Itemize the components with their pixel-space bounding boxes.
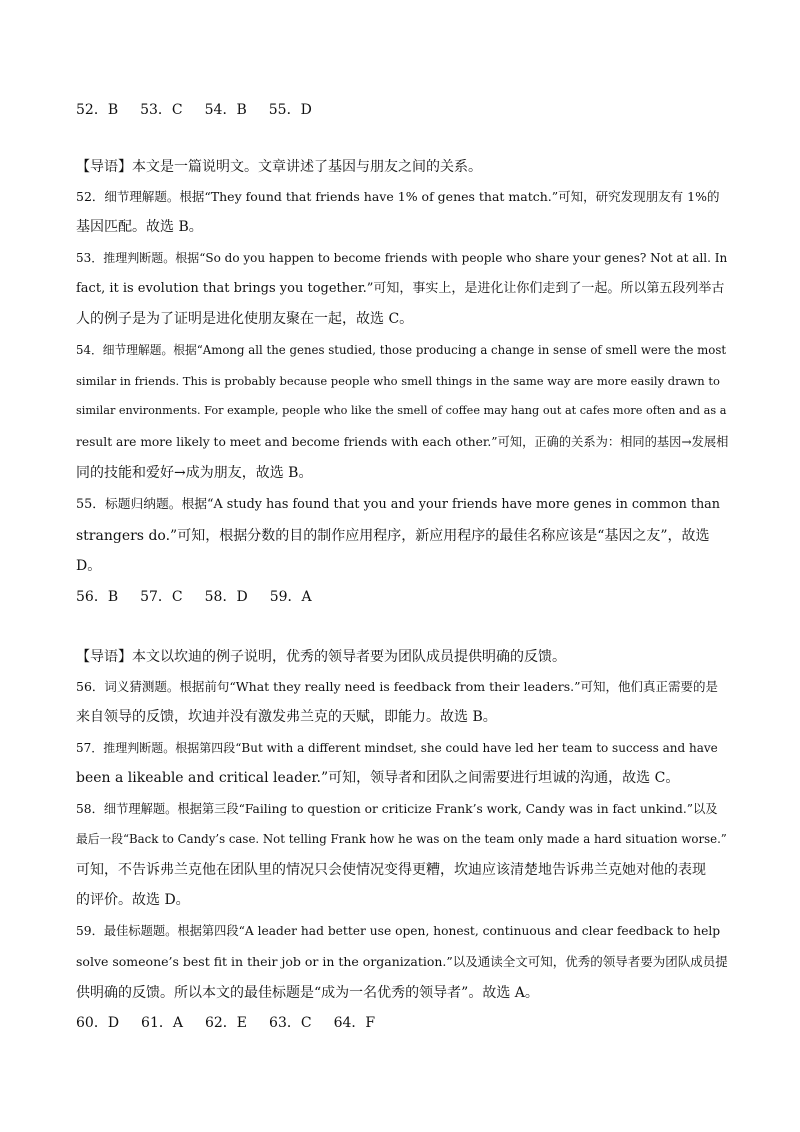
answer-item: 60．D — [76, 1015, 120, 1031]
explanation-line: 供明确的反馈。所以本文的最佳标题是“成为一名优秀的领导者”。故选 A。 — [76, 985, 539, 1001]
explanation-line: 59．最佳标题题。根据第四段“A leader had better use open, honest, continuous and clear feedback to help — [76, 924, 721, 938]
explanation-line: solve someone’s best fit in their job or in the organization.”以及通读全文可知，优秀的领导者要为团队成员提 — [76, 954, 728, 969]
intro-line: 【导语】本文以坎迪的例子说明，优秀的领导者要为团队成员提供明确的反馈。 — [76, 649, 566, 665]
answer-item: 56．B — [76, 589, 119, 605]
explanation-line: similar in friends. This is probably because people who smell things in the same way are more easily drawn to — [76, 374, 720, 388]
explanation-line: 52．细节理解题。根据“They found that friends have 1% of genes that match.”可知，研究发现朋友有 1%的 — [76, 189, 720, 204]
explanation-line: 53．推理判断题。根据“So do you happen to become friends with people who share your genes? Not at all. In — [76, 251, 728, 265]
explanation-line: 57．推理判断题。根据第四段“But with a different mindset, she could have led her team to success and have — [76, 741, 718, 755]
answer-row — [76, 101, 334, 119]
explanation-line: 基因匹配。故选 B。 — [76, 219, 203, 235]
answer-item: 57．C — [140, 589, 183, 605]
answer-item: 55．D — [268, 102, 312, 118]
answer-row — [76, 588, 334, 606]
answer-item: 62．E — [204, 1015, 248, 1031]
explanation-line: D。 — [76, 558, 102, 574]
explanation-line: 可知，不告诉弗兰克他在团队里的情况只会使情况变得更糟，坎迪应该清楚地告诉弗兰克她对他的表现 — [76, 862, 706, 878]
explanation-line: 55．标题归纳题。根据“A study has found that you and your friends have more genes in common than — [76, 497, 720, 512]
answer-item: 61．A — [141, 1015, 183, 1031]
answer-item: 54．B — [204, 102, 247, 118]
answer-row — [76, 1014, 397, 1032]
explanation-line: 人的例子是为了证明是进化使朋友聚在一起，故选 C。 — [76, 311, 414, 327]
explanation-line: result are more likely to meet and become friends with each other.”可知，正确的关系为：相同的基因→发展相 — [76, 435, 729, 449]
explanation-line: 同的技能和爱好→成为朋友，故选 B。 — [76, 465, 313, 481]
answer-item: 58．D — [204, 589, 248, 605]
answer-item: 59．A — [269, 589, 312, 605]
explanation-line: 54．细节理解题。根据“Among all the genes studied, those producing a change in sense of smell were the most — [76, 343, 727, 357]
explanation-line: similar environments. For example, people who like the smell of coffee may hang out at cafes more often and as a — [76, 404, 727, 417]
intro-line: 【导语】本文是一篇说明文。文章讲述了基因与朋友之间的关系。 — [76, 159, 482, 175]
explanation-line: been a likeable and critical leader.”可知，领导者和团队之间需要进行坦诚的沟通，故选 C。 — [76, 770, 680, 786]
explanation-line: 58．细节理解题。根据第三段“Failing to question or criticize Frank’s work, Candy was in fact unkind.”以及 — [76, 802, 718, 816]
explanation-line: 最后一段“Back to Candy’s case. Not telling Frank how he was on the team only made a hard situation worse.” — [76, 832, 727, 846]
answer-item: 63．C — [269, 1015, 312, 1031]
answer-item: 52．B — [76, 102, 119, 118]
explanation-line: fact, it is evolution that brings you together.”可知，事实上，是进化让你们走到了一起。所以第五段列举古 — [76, 281, 725, 296]
answer-item: 53．C — [140, 102, 183, 118]
explanation-line: 56．词义猜测题。根据前句“What they really need is feedback from their leaders.”可知，他们真正需要的是 — [76, 679, 719, 694]
explanation-line: 来自领导的反馈，坎迪并没有激发弗兰克的天赋，即能力。故选 B。 — [76, 709, 497, 725]
explanation-line: 的评价。故选 D。 — [76, 892, 190, 908]
answer-item: 64．F — [333, 1015, 376, 1031]
explanation-line: strangers do.”可知，根据分数的目的制作应用程序，新应用程序的最佳名称应该是“基因之友”，故选 — [76, 528, 710, 544]
